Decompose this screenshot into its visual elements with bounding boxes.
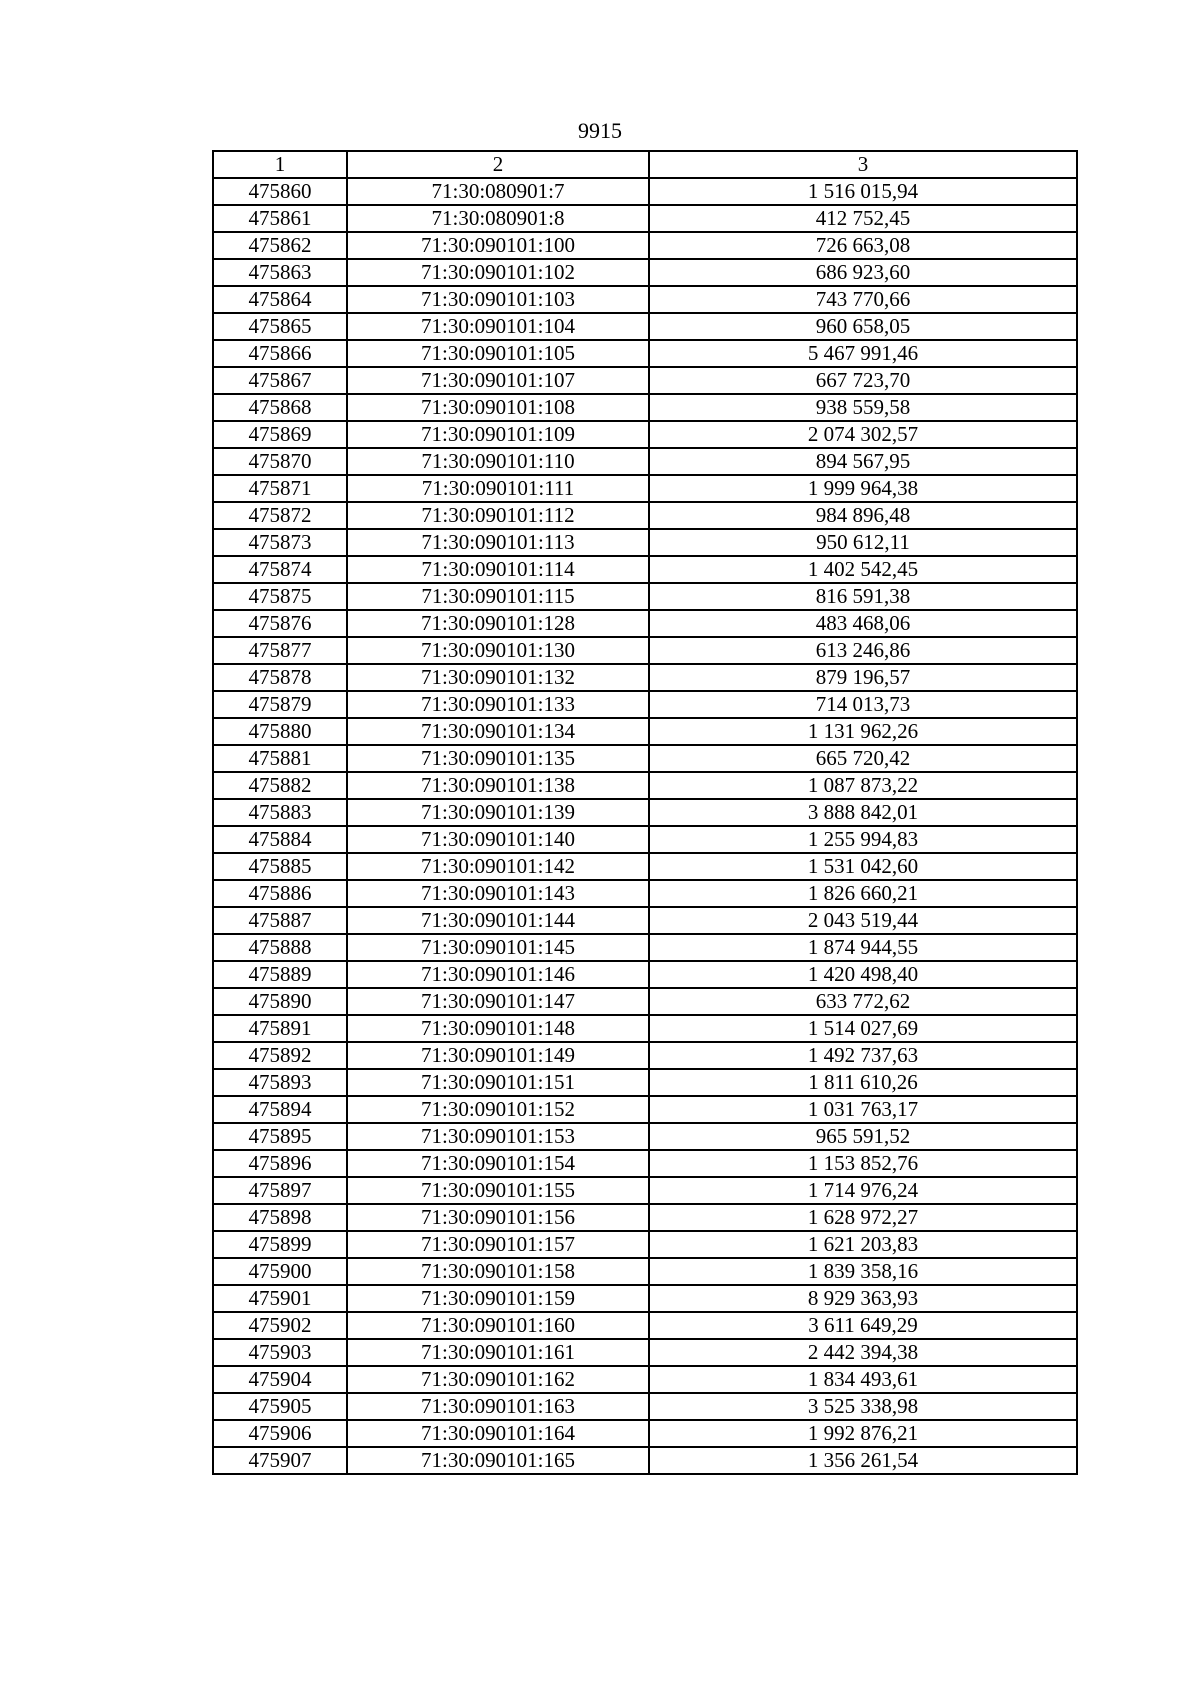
cell-number: 475865	[213, 313, 347, 340]
cell-number: 475901	[213, 1285, 347, 1312]
cell-value: 633 772,62	[649, 988, 1077, 1015]
cell-number: 475879	[213, 691, 347, 718]
cell-value: 1 531 042,60	[649, 853, 1077, 880]
cell-value: 1 714 976,24	[649, 1177, 1077, 1204]
cell-number: 475904	[213, 1366, 347, 1393]
cell-cadastral-id: 71:30:090101:133	[347, 691, 649, 718]
cell-value: 2 074 302,57	[649, 421, 1077, 448]
cell-value: 1 839 358,16	[649, 1258, 1077, 1285]
table-row	[213, 1069, 1077, 1096]
cell-value: 1 514 027,69	[649, 1015, 1077, 1042]
cell-number: 475892	[213, 1042, 347, 1069]
cell-value: 965 591,52	[649, 1123, 1077, 1150]
cell-number: 475898	[213, 1204, 347, 1231]
cell-cadastral-id: 71:30:090101:161	[347, 1339, 649, 1366]
cell-cadastral-id: 71:30:090101:163	[347, 1393, 649, 1420]
table-row	[213, 934, 1077, 961]
table-row	[213, 664, 1077, 691]
cell-value: 894 567,95	[649, 448, 1077, 475]
cell-cadastral-id: 71:30:090101:105	[347, 340, 649, 367]
cell-value: 1 834 493,61	[649, 1366, 1077, 1393]
table-row	[213, 1150, 1077, 1177]
table-row	[213, 259, 1077, 286]
cell-number: 475867	[213, 367, 347, 394]
table-row	[213, 1123, 1077, 1150]
cell-number: 475860	[213, 178, 347, 205]
table-row	[213, 448, 1077, 475]
table-row	[213, 1312, 1077, 1339]
table-row	[213, 1015, 1077, 1042]
cell-value: 665 720,42	[649, 745, 1077, 772]
table-row	[213, 799, 1077, 826]
cell-cadastral-id: 71:30:090101:134	[347, 718, 649, 745]
cell-cadastral-id: 71:30:090101:156	[347, 1204, 649, 1231]
table-row	[213, 1285, 1077, 1312]
cell-value: 412 752,45	[649, 205, 1077, 232]
table-row	[213, 772, 1077, 799]
cell-cadastral-id: 71:30:090101:112	[347, 502, 649, 529]
cell-number: 475891	[213, 1015, 347, 1042]
cell-number: 475877	[213, 637, 347, 664]
cell-cadastral-id: 71:30:090101:148	[347, 1015, 649, 1042]
table-row	[213, 1366, 1077, 1393]
page-number: 9915	[578, 118, 622, 143]
cell-cadastral-id: 71:30:090101:104	[347, 313, 649, 340]
cell-number: 475905	[213, 1393, 347, 1420]
header-row	[213, 151, 1077, 178]
cell-number: 475869	[213, 421, 347, 448]
cell-number: 475889	[213, 961, 347, 988]
cell-cadastral-id: 71:30:090101:152	[347, 1096, 649, 1123]
cell-value: 1 999 964,38	[649, 475, 1077, 502]
table-row	[213, 178, 1077, 205]
cell-cadastral-id: 71:30:090101:115	[347, 583, 649, 610]
cell-cadastral-id: 71:30:090101:130	[347, 637, 649, 664]
cell-cadastral-id: 71:30:090101:142	[347, 853, 649, 880]
cell-value: 1 516 015,94	[649, 178, 1077, 205]
cell-cadastral-id: 71:30:090101:110	[347, 448, 649, 475]
cell-value: 950 612,11	[649, 529, 1077, 556]
cell-value: 743 770,66	[649, 286, 1077, 313]
table-row	[213, 745, 1077, 772]
cell-cadastral-id: 71:30:090101:128	[347, 610, 649, 637]
table-row	[213, 502, 1077, 529]
cell-number: 475890	[213, 988, 347, 1015]
cell-cadastral-id: 71:30:090101:145	[347, 934, 649, 961]
table-row	[213, 1177, 1077, 1204]
cell-value: 1 420 498,40	[649, 961, 1077, 988]
cell-cadastral-id: 71:30:090101:149	[347, 1042, 649, 1069]
cell-number: 475866	[213, 340, 347, 367]
cell-cadastral-id: 71:30:090101:155	[347, 1177, 649, 1204]
table-row	[213, 340, 1077, 367]
cell-number: 475897	[213, 1177, 347, 1204]
cell-number: 475871	[213, 475, 347, 502]
cell-value: 1 255 994,83	[649, 826, 1077, 853]
cell-value: 1 628 972,27	[649, 1204, 1077, 1231]
cell-value: 483 468,06	[649, 610, 1077, 637]
cell-cadastral-id: 71:30:090101:102	[347, 259, 649, 286]
cell-number: 475873	[213, 529, 347, 556]
cell-cadastral-id: 71:30:090101:157	[347, 1231, 649, 1258]
table-row	[213, 286, 1077, 313]
cell-number: 475863	[213, 259, 347, 286]
table-row	[213, 1339, 1077, 1366]
cell-cadastral-id: 71:30:090101:165	[347, 1447, 649, 1474]
cell-number: 475872	[213, 502, 347, 529]
cell-number: 475896	[213, 1150, 347, 1177]
cell-cadastral-id: 71:30:090101:147	[347, 988, 649, 1015]
cell-value: 3 525 338,98	[649, 1393, 1077, 1420]
cell-number: 475887	[213, 907, 347, 934]
cell-cadastral-id: 71:30:090101:100	[347, 232, 649, 259]
cell-value: 667 723,70	[649, 367, 1077, 394]
cell-number: 475868	[213, 394, 347, 421]
cell-cadastral-id: 71:30:090101:151	[347, 1069, 649, 1096]
cell-value: 1 811 610,26	[649, 1069, 1077, 1096]
cell-value: 984 896,48	[649, 502, 1077, 529]
cell-number: 475883	[213, 799, 347, 826]
cell-value: 1 153 852,76	[649, 1150, 1077, 1177]
cell-value: 1 087 873,22	[649, 772, 1077, 799]
table-row	[213, 907, 1077, 934]
cell-value: 1 621 203,83	[649, 1231, 1077, 1258]
table-row	[213, 718, 1077, 745]
cell-value: 1 992 876,21	[649, 1420, 1077, 1447]
table-row	[213, 1447, 1077, 1474]
table-body	[213, 178, 1077, 1474]
cell-value: 5 467 991,46	[649, 340, 1077, 367]
cell-number: 475902	[213, 1312, 347, 1339]
cell-number: 475894	[213, 1096, 347, 1123]
registry-table	[212, 150, 1078, 1475]
cell-cadastral-id: 71:30:090101:159	[347, 1285, 649, 1312]
cell-cadastral-id: 71:30:090101:140	[347, 826, 649, 853]
cell-cadastral-id: 71:30:090101:111	[347, 475, 649, 502]
cell-number: 475861	[213, 205, 347, 232]
cell-value: 1 356 261,54	[649, 1447, 1077, 1474]
cell-number: 475875	[213, 583, 347, 610]
cell-cadastral-id: 71:30:090101:114	[347, 556, 649, 583]
cell-number: 475870	[213, 448, 347, 475]
cell-number: 475885	[213, 853, 347, 880]
table-row	[213, 367, 1077, 394]
cell-value: 714 013,73	[649, 691, 1077, 718]
table-row	[213, 1393, 1077, 1420]
table-row	[213, 637, 1077, 664]
table-row	[213, 826, 1077, 853]
cell-cadastral-id: 71:30:080901:8	[347, 205, 649, 232]
table-row	[213, 853, 1077, 880]
cell-number: 475880	[213, 718, 347, 745]
cell-cadastral-id: 71:30:090101:162	[347, 1366, 649, 1393]
cell-number: 475874	[213, 556, 347, 583]
cell-value: 1 402 542,45	[649, 556, 1077, 583]
cell-cadastral-id: 71:30:090101:139	[347, 799, 649, 826]
table-row	[213, 232, 1077, 259]
table-row	[213, 421, 1077, 448]
cell-value: 816 591,38	[649, 583, 1077, 610]
cell-value: 938 559,58	[649, 394, 1077, 421]
cell-number: 475895	[213, 1123, 347, 1150]
cell-cadastral-id: 71:30:090101:154	[347, 1150, 649, 1177]
cell-number: 475864	[213, 286, 347, 313]
cell-cadastral-id: 71:30:090101:138	[347, 772, 649, 799]
cell-number: 475882	[213, 772, 347, 799]
table-row	[213, 988, 1077, 1015]
table-row	[213, 1258, 1077, 1285]
table-row	[213, 475, 1077, 502]
table-row	[213, 610, 1077, 637]
table-row	[213, 691, 1077, 718]
table-row	[213, 1420, 1077, 1447]
cell-value: 879 196,57	[649, 664, 1077, 691]
cell-value: 686 923,60	[649, 259, 1077, 286]
cell-number: 475881	[213, 745, 347, 772]
table-row	[213, 313, 1077, 340]
cell-number: 475899	[213, 1231, 347, 1258]
table-row	[213, 1231, 1077, 1258]
cell-number: 475900	[213, 1258, 347, 1285]
cell-value: 726 663,08	[649, 232, 1077, 259]
cell-cadastral-id: 71:30:090101:153	[347, 1123, 649, 1150]
cell-value: 1 874 944,55	[649, 934, 1077, 961]
cell-value: 1 131 962,26	[649, 718, 1077, 745]
cell-number: 475893	[213, 1069, 347, 1096]
cell-number: 475906	[213, 1420, 347, 1447]
cell-value: 3 611 649,29	[649, 1312, 1077, 1339]
table-row	[213, 556, 1077, 583]
table-row	[213, 394, 1077, 421]
cell-number: 475886	[213, 880, 347, 907]
cell-number: 475884	[213, 826, 347, 853]
table-row	[213, 1204, 1077, 1231]
cell-value: 960 658,05	[649, 313, 1077, 340]
cell-cadastral-id: 71:30:090101:135	[347, 745, 649, 772]
column-header-3: 3	[649, 151, 1077, 178]
cell-number: 475876	[213, 610, 347, 637]
cell-cadastral-id: 71:30:090101:108	[347, 394, 649, 421]
cell-cadastral-id: 71:30:090101:113	[347, 529, 649, 556]
cell-cadastral-id: 71:30:090101:160	[347, 1312, 649, 1339]
cell-cadastral-id: 71:30:080901:7	[347, 178, 649, 205]
cell-value: 1 826 660,21	[649, 880, 1077, 907]
cell-cadastral-id: 71:30:090101:109	[347, 421, 649, 448]
cell-cadastral-id: 71:30:090101:143	[347, 880, 649, 907]
table-row	[213, 205, 1077, 232]
cell-cadastral-id: 71:30:090101:107	[347, 367, 649, 394]
cell-value: 1 031 763,17	[649, 1096, 1077, 1123]
cell-number: 475888	[213, 934, 347, 961]
cell-cadastral-id: 71:30:090101:144	[347, 907, 649, 934]
cell-cadastral-id: 71:30:090101:164	[347, 1420, 649, 1447]
cell-number: 475862	[213, 232, 347, 259]
cell-cadastral-id: 71:30:090101:132	[347, 664, 649, 691]
table-row	[213, 529, 1077, 556]
table-row	[213, 583, 1077, 610]
column-header-2: 2	[347, 151, 649, 178]
cell-cadastral-id: 71:30:090101:158	[347, 1258, 649, 1285]
table-row	[213, 1042, 1077, 1069]
cell-value: 1 492 737,63	[649, 1042, 1077, 1069]
cell-number: 475903	[213, 1339, 347, 1366]
cell-cadastral-id: 71:30:090101:146	[347, 961, 649, 988]
table-row	[213, 880, 1077, 907]
cell-cadastral-id: 71:30:090101:103	[347, 286, 649, 313]
column-header-1: 1	[213, 151, 347, 178]
cell-value: 2 043 519,44	[649, 907, 1077, 934]
cell-value: 613 246,86	[649, 637, 1077, 664]
cell-value: 2 442 394,38	[649, 1339, 1077, 1366]
table-header	[213, 151, 1077, 178]
cell-value: 8 929 363,93	[649, 1285, 1077, 1312]
table-row	[213, 961, 1077, 988]
table-row	[213, 1096, 1077, 1123]
cell-number: 475907	[213, 1447, 347, 1474]
cell-value: 3 888 842,01	[649, 799, 1077, 826]
cell-number: 475878	[213, 664, 347, 691]
